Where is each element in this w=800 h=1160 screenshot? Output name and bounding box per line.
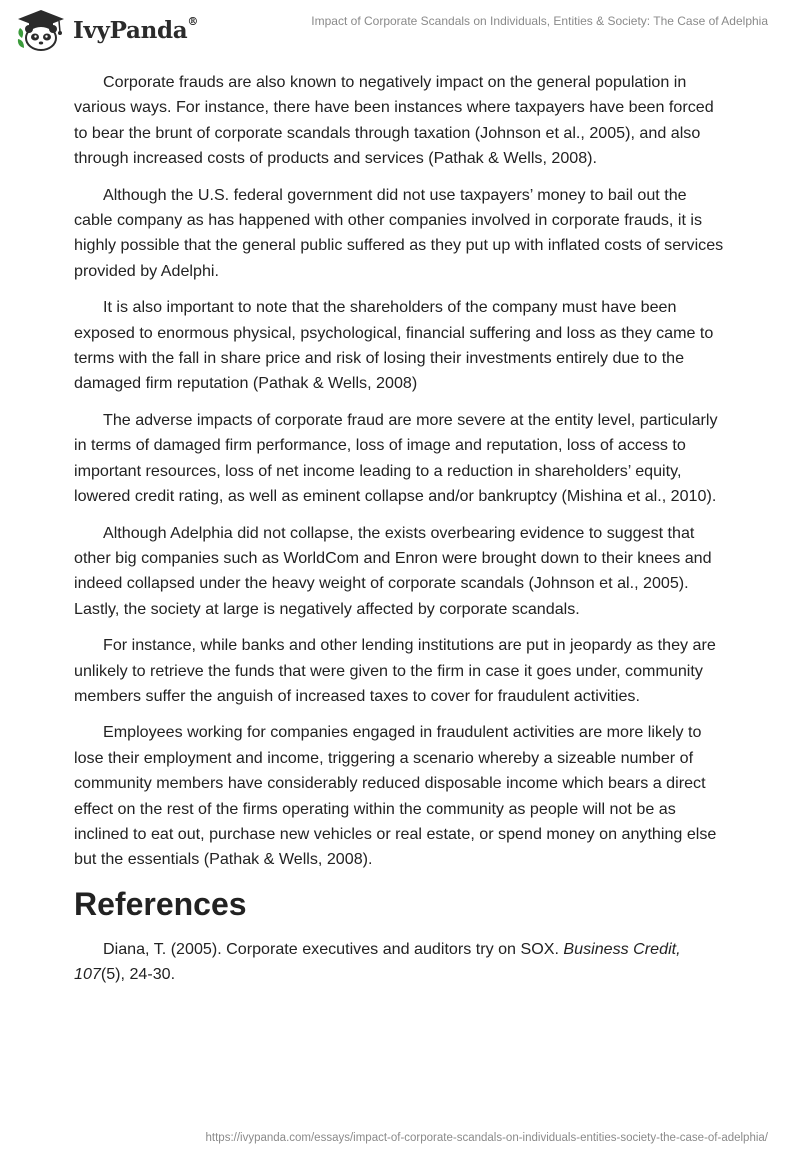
- reference-entry: [74, 937, 728, 988]
- ivypanda-logo[interactable]: [14, 8, 198, 52]
- reference-authors-title: Diana, T. (2005). Corporate executives and auditors try on SOX.: [103, 939, 564, 958]
- paragraph: The adverse impacts of corporate fraud are more severe at the entity level, particularly in terms of damaged firm performance, loss of image and reputation, loss of access to important resources, loss of net income leading to a reduction in shareholders’ equity, lowered credit rating, as well as eminent collapse and/or bankruptcy (Mishina et al., 2010).: [74, 410, 718, 506]
- paragraph: Corporate frauds are also known to negatively impact on the general population in various ways. For instance, there have been instances where taxpayers have been forced to bear the brunt of corporate scandals through taxation (Johnson et al., 2005), and also through increased costs of products and services (Pathak & Wells, 2008).: [74, 73, 714, 168]
- reference-journal: Business Credit, 107: [74, 939, 681, 984]
- references-heading: References: [74, 885, 247, 922]
- brand-text: IvyPanda: [73, 16, 188, 44]
- reference-pages: (5), 24-30.: [100, 965, 176, 984]
- paragraph: For instance, while banks and other lending institutions are put in jeopardy as they are unlikely to retrieve the funds that were given to the firm in case it goes under, community members suffer the anguish of increased taxes to cover for fraudulent activities.: [74, 636, 716, 705]
- page-header: [0, 0, 800, 60]
- paragraph: Although Adelphia did not collapse, the exists overbearing evidence to suggest that other big companies such as WorldCom and Enron were brought down to their knees and indeed collapsed under the heavy weight of corporate scandals (Johnson et al., 2005). Lastly, the society at large is negatively affected by corporate scandals.: [74, 523, 712, 618]
- document-title: Impact of Corporate Scandals on Individuals, Entities & Society: The Case of Adelphia: [311, 14, 768, 28]
- brand-name: [73, 14, 199, 44]
- paragraph: It is also important to note that the shareholders of the company must have been exposed to enormous physical, psychological, financial suffering and loss as they came to terms with the fall in share price and risk of losing their investments entirely due to the damaged firm reputation (Pathak & Wells, 2008): [74, 298, 714, 393]
- essay-body: [74, 70, 728, 999]
- source-url[interactable]: https://ivypanda.com/essays/impact-of-corporate-scandals-on-individuals-entities-society-the-case-of-adelphia/: [205, 1132, 768, 1144]
- registered-mark: ®: [187, 14, 199, 28]
- paragraph: Employees working for companies engaged in fraudulent activities are more likely to lose their employment and income, triggering a scenario whereby a sizeable number of community members have considerably reduced disposable income which bears a direct effect on the rest of the firms operating within the community as people will not be as inclined to eat out, purchase new vehicles or real estate, or spend money on anything else but the essentials (Pathak & Wells, 2008).: [74, 723, 717, 869]
- panda-graduate-icon: [14, 8, 68, 52]
- paragraph: Although the U.S. federal government did not use taxpayers’ money to bail out the cable company as has happened with other companies involved in corporate frauds, it is highly possible that the general public suffered as they put up with inflated costs of services provided by Adelphi.: [74, 185, 724, 280]
